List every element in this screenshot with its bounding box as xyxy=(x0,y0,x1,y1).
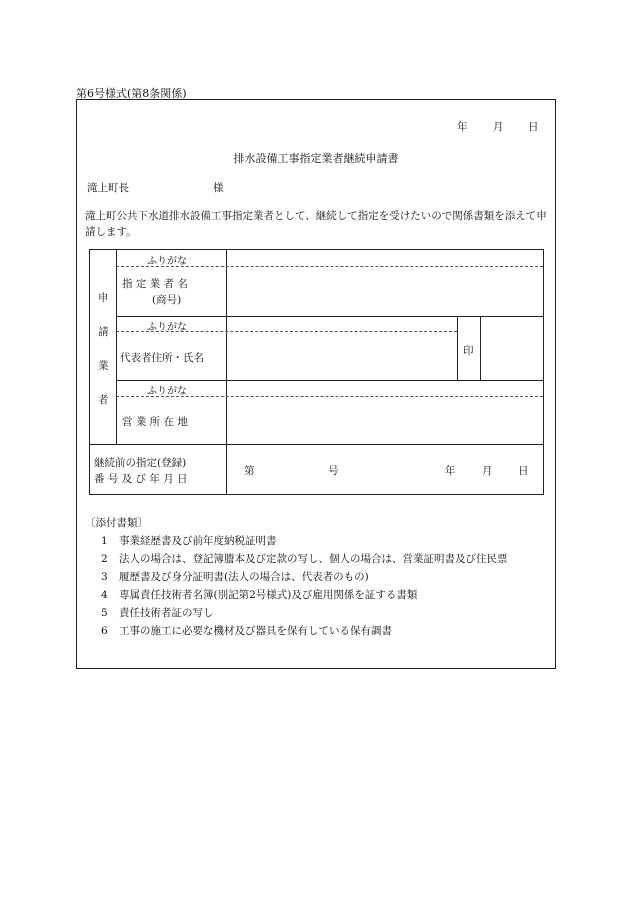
business-name-furigana-field[interactable] xyxy=(230,252,540,264)
prior-designation-label-2: 番 号 及 び 年 月 日 xyxy=(94,473,188,485)
attachment-item xyxy=(101,623,392,638)
furigana-label-office: ふりがな xyxy=(147,386,187,397)
form-number: 第6号様式(第8条関係) xyxy=(76,87,187,100)
business-name-label: 指 定 業 者 名 xyxy=(122,278,188,290)
applicant-label-3: 業 xyxy=(98,360,109,372)
furigana-label-business: ふりがな xyxy=(147,256,187,267)
applicant-label-1: 申 xyxy=(98,292,109,304)
attachment-item xyxy=(101,605,214,620)
attachment-item xyxy=(101,551,508,566)
prior-day-label: 日 xyxy=(518,465,529,477)
office-location-field[interactable] xyxy=(230,400,540,442)
attachment-item xyxy=(101,533,277,548)
prior-number-suffix: 号 xyxy=(328,465,339,477)
attachment-number: 2 xyxy=(101,553,108,565)
form-frame xyxy=(76,99,556,669)
application-table xyxy=(89,249,544,495)
attachment-number: 4 xyxy=(101,589,108,601)
representative-furigana-field[interactable] xyxy=(230,318,454,330)
attachments-heading: 〔添付書類〕 xyxy=(85,517,148,529)
prior-month-label: 月 xyxy=(482,465,493,477)
date-day-label: 日 xyxy=(528,121,539,133)
attachment-text: 法人の場合は、登記簿謄本及び定款の写し、個人の場合は、営業証明書及び住民票 xyxy=(119,553,508,565)
application-statement: 滝上町公共下水道排水設備工事指定業者として、継続して指定を受けたいので関係書類を添えて申請します。 xyxy=(85,210,547,238)
seal-label: 印 xyxy=(463,345,474,357)
prior-designation-label-1: 継続前の指定(登録) xyxy=(94,457,187,469)
attachment-number: 6 xyxy=(101,625,108,637)
attachment-number: 3 xyxy=(101,571,108,583)
prior-number-prefix: 第 xyxy=(244,465,255,477)
furigana-label-representative: ふりがな xyxy=(147,322,187,333)
addressee-honorific: 様 xyxy=(213,182,224,194)
attachment-text: 工事の施工に必要な機材及び器具を保有している保有調書 xyxy=(119,625,392,637)
date-year-label: 年 xyxy=(457,121,468,133)
applicant-label-4: 者 xyxy=(98,394,109,406)
office-furigana-field[interactable] xyxy=(230,382,540,394)
trade-name-label: (商号) xyxy=(152,294,182,306)
representative-label: 代表者住所・氏名 xyxy=(120,352,204,364)
attachment-text: 事業経歴書及び前年度納税証明書 xyxy=(119,535,277,547)
attachment-item xyxy=(101,569,369,584)
attachment-item xyxy=(101,587,417,602)
prior-year-label: 年 xyxy=(445,465,456,477)
office-location-label: 営 業 所 在 地 xyxy=(122,416,188,428)
applicant-label-2: 請 xyxy=(98,326,109,338)
attachment-number: 1 xyxy=(101,535,108,547)
business-name-field[interactable] xyxy=(230,270,540,312)
date-month-label: 月 xyxy=(493,121,504,133)
form-title: 排水設備工事指定業者継続申請書 xyxy=(233,152,399,165)
attachment-text: 履歴書及び身分証明書(法人の場合は、代表者のもの) xyxy=(119,571,369,583)
attachment-text: 専属責任技術者名簿(別記第2号様式)及び雇用関係を証する書類 xyxy=(119,589,418,601)
attachment-number: 5 xyxy=(101,607,108,619)
addressee: 滝上町長 xyxy=(87,182,129,194)
attachment-text: 責任技術者証の写し xyxy=(119,607,214,619)
representative-field[interactable] xyxy=(230,335,454,377)
